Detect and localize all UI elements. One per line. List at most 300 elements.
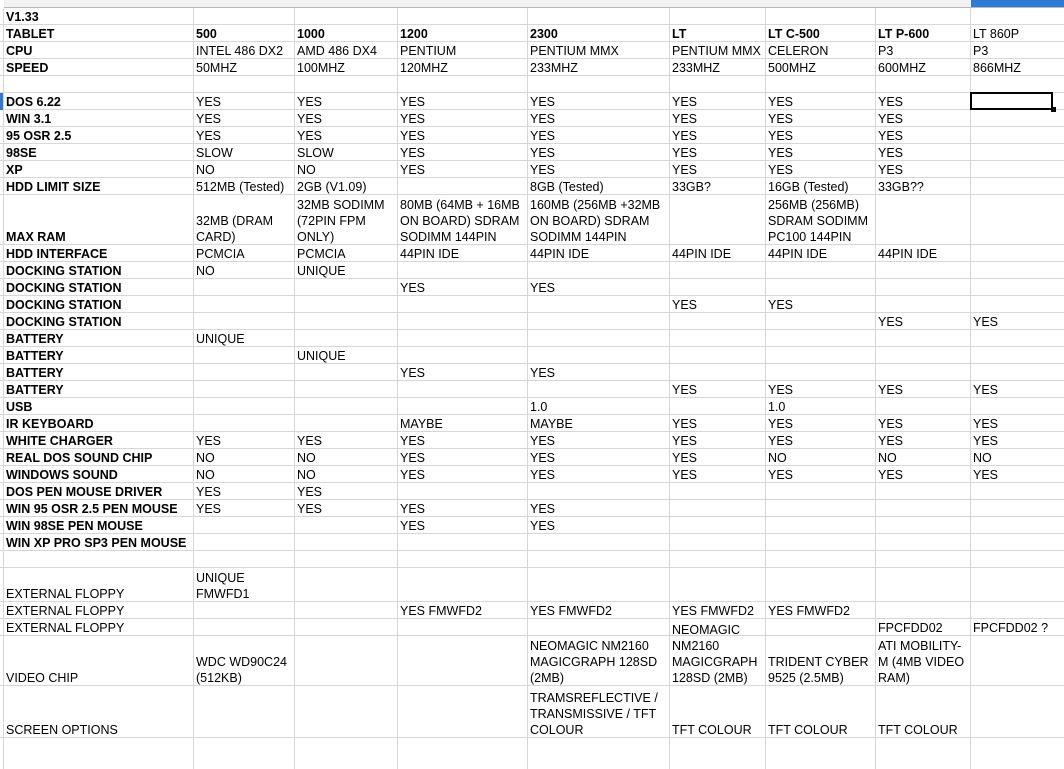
data-cell[interactable] — [971, 161, 1064, 178]
data-cell[interactable]: YES — [400, 468, 426, 482]
data-cell[interactable]: YES — [672, 298, 698, 312]
data-cell[interactable]: YES — [400, 112, 426, 126]
data-cell[interactable]: CELERON — [768, 44, 829, 58]
data-cell[interactable]: YES FMWFD2 — [672, 604, 754, 618]
row-label-cell[interactable]: DOCKING STATION — [6, 315, 122, 329]
data-cell[interactable]: YES — [768, 417, 794, 431]
data-cell[interactable] — [971, 602, 1064, 619]
data-cell[interactable]: YES — [768, 468, 794, 482]
data-cell[interactable] — [528, 568, 670, 602]
column-header[interactable] — [194, 0, 295, 8]
row-label-cell[interactable]: REAL DOS SOUND CHIP — [6, 451, 153, 465]
data-cell[interactable] — [528, 381, 670, 398]
data-cell[interactable] — [670, 364, 766, 381]
data-cell[interactable] — [295, 415, 398, 432]
data-cell[interactable] — [528, 551, 670, 568]
data-cell[interactable] — [528, 347, 670, 364]
data-cell[interactable] — [295, 8, 398, 25]
data-cell[interactable]: YES — [196, 129, 222, 143]
data-cell[interactable]: 32MB (DRAM CARD) — [196, 214, 274, 244]
data-cell[interactable] — [194, 279, 295, 296]
data-cell[interactable]: LT C-500 — [768, 27, 820, 41]
data-cell[interactable]: PENTIUM MMX — [530, 44, 619, 58]
data-cell[interactable] — [971, 245, 1064, 262]
data-cell[interactable] — [194, 551, 295, 568]
data-cell[interactable] — [194, 313, 295, 330]
data-cell[interactable]: YES — [672, 434, 698, 448]
data-cell[interactable] — [766, 262, 876, 279]
data-cell[interactable] — [876, 398, 971, 415]
data-cell[interactable] — [295, 313, 398, 330]
row-label-cell[interactable]: BATTERY — [6, 332, 64, 346]
data-cell[interactable]: FPCFDD02 ? — [973, 621, 1049, 635]
data-cell[interactable]: YES — [530, 502, 556, 516]
data-cell[interactable] — [670, 330, 766, 347]
data-cell[interactable] — [876, 534, 971, 551]
data-cell[interactable]: YES — [672, 146, 698, 160]
data-cell[interactable] — [876, 568, 971, 602]
row-label-cell[interactable]: DOCKING STATION — [6, 281, 122, 295]
data-cell[interactable] — [971, 686, 1064, 738]
data-cell[interactable]: YES — [672, 95, 698, 109]
data-cell[interactable] — [766, 551, 876, 568]
data-cell[interactable] — [766, 76, 876, 93]
data-cell[interactable]: 1.0 — [768, 400, 786, 414]
data-cell[interactable]: YES — [878, 163, 904, 177]
data-cell[interactable] — [398, 262, 528, 279]
data-cell[interactable]: YES — [196, 95, 222, 109]
data-cell[interactable] — [670, 483, 766, 500]
data-cell[interactable] — [971, 364, 1064, 381]
data-cell[interactable] — [670, 313, 766, 330]
data-cell[interactable] — [398, 619, 528, 636]
data-cell[interactable] — [876, 364, 971, 381]
data-cell[interactable]: SLOW — [196, 146, 233, 160]
data-cell[interactable] — [194, 76, 295, 93]
data-cell[interactable] — [528, 330, 670, 347]
data-cell[interactable] — [876, 279, 971, 296]
row-label-cell[interactable]: WINDOWS SOUND — [6, 468, 118, 482]
data-cell[interactable] — [194, 347, 295, 364]
data-cell[interactable] — [194, 534, 295, 551]
data-cell[interactable]: YES — [530, 366, 556, 380]
data-cell[interactable] — [766, 313, 876, 330]
data-cell[interactable]: YES — [973, 434, 999, 448]
data-cell[interactable]: YES — [768, 146, 794, 160]
data-cell[interactable]: UNIQUE — [196, 332, 245, 346]
data-cell[interactable] — [670, 534, 766, 551]
data-cell[interactable] — [876, 517, 971, 534]
data-cell[interactable]: YES — [400, 366, 426, 380]
data-cell[interactable] — [971, 483, 1064, 500]
data-cell[interactable]: 600MHZ — [878, 61, 926, 75]
row-label-cell[interactable]: VIDEO CHIP — [6, 671, 79, 685]
data-cell[interactable] — [398, 330, 528, 347]
data-cell[interactable]: NO — [196, 451, 215, 465]
data-cell[interactable]: YES — [400, 129, 426, 143]
data-cell[interactable] — [670, 517, 766, 534]
row-label-cell[interactable]: USB — [6, 400, 33, 414]
data-cell[interactable] — [528, 262, 670, 279]
data-cell[interactable]: 233MHZ — [672, 61, 720, 75]
data-cell[interactable]: NO — [878, 451, 897, 465]
data-cell[interactable]: 1000 — [297, 27, 325, 41]
data-cell[interactable]: YES — [530, 146, 556, 160]
data-cell[interactable]: YES — [768, 163, 794, 177]
row-label-cell[interactable]: V1.33 — [6, 10, 39, 24]
column-header[interactable] — [766, 0, 876, 8]
data-cell[interactable]: NO — [768, 451, 787, 465]
column-header[interactable] — [295, 0, 398, 8]
data-cell[interactable]: LT — [672, 27, 687, 41]
data-cell[interactable]: TRIDENT CYBER 9525 (2.5MB) — [768, 655, 869, 685]
row-label-cell[interactable]: SPEED — [6, 61, 49, 75]
data-cell[interactable] — [295, 686, 398, 738]
data-cell[interactable]: YES — [768, 434, 794, 448]
data-cell[interactable]: NO — [196, 163, 215, 177]
data-cell[interactable] — [670, 347, 766, 364]
data-cell[interactable]: YES — [878, 112, 904, 126]
data-cell[interactable] — [295, 279, 398, 296]
data-cell[interactable]: 233MHZ — [530, 61, 578, 75]
data-cell[interactable] — [876, 262, 971, 279]
data-cell[interactable] — [766, 8, 876, 25]
data-cell[interactable]: UNIQUE FMWFD1 — [196, 571, 250, 601]
data-cell[interactable]: YES — [530, 112, 556, 126]
data-cell[interactable]: NO — [196, 264, 215, 278]
row-label-cell[interactable]: WIN XP PRO SP3 PEN MOUSE — [6, 536, 187, 550]
data-cell[interactable] — [670, 8, 766, 25]
data-cell[interactable] — [398, 381, 528, 398]
data-cell[interactable] — [194, 296, 295, 313]
data-cell[interactable]: 44PIN IDE — [672, 247, 732, 261]
data-cell[interactable]: YES — [768, 112, 794, 126]
data-cell[interactable]: YES — [973, 468, 999, 482]
data-cell[interactable] — [971, 517, 1064, 534]
data-cell[interactable] — [398, 568, 528, 602]
data-cell[interactable] — [398, 178, 528, 195]
data-cell[interactable]: LT 860P — [973, 27, 1020, 41]
data-cell[interactable] — [971, 500, 1064, 517]
data-cell[interactable] — [971, 398, 1064, 415]
data-cell[interactable]: YES — [878, 434, 904, 448]
row-label-cell[interactable]: DOS 6.22 — [6, 95, 61, 109]
data-cell[interactable] — [876, 76, 971, 93]
data-cell[interactable]: YES — [530, 95, 556, 109]
data-cell[interactable] — [194, 364, 295, 381]
data-cell[interactable]: P3 — [878, 44, 894, 58]
data-cell[interactable]: 120MHZ — [400, 61, 448, 75]
data-cell[interactable]: 866MHZ — [973, 61, 1021, 75]
column-header[interactable] — [528, 0, 670, 8]
data-cell[interactable]: TFT COLOUR — [672, 723, 752, 737]
data-cell[interactable]: 2GB (V1.09) — [297, 180, 367, 194]
row-label-cell[interactable]: XP — [6, 163, 23, 177]
data-cell[interactable] — [398, 347, 528, 364]
row-label-cell[interactable]: WIN 98SE PEN MOUSE — [6, 519, 143, 533]
data-cell[interactable] — [766, 568, 876, 602]
data-cell[interactable] — [398, 551, 528, 568]
data-cell[interactable]: UNIQUE — [297, 264, 346, 278]
data-cell[interactable] — [766, 619, 876, 636]
data-cell[interactable]: YES — [973, 417, 999, 431]
data-cell[interactable] — [876, 330, 971, 347]
data-cell[interactable]: YES FMWFD2 — [530, 604, 612, 618]
row-label-cell[interactable]: 95 OSR 2.5 — [6, 129, 72, 143]
data-cell[interactable] — [398, 398, 528, 415]
data-cell[interactable]: YES — [672, 129, 698, 143]
data-cell[interactable]: MAYBE — [400, 417, 443, 431]
data-cell[interactable] — [295, 619, 398, 636]
data-cell[interactable]: YES — [196, 112, 222, 126]
data-cell[interactable]: 2300 — [530, 27, 558, 41]
data-cell[interactable]: YES — [530, 434, 556, 448]
data-cell[interactable] — [194, 398, 295, 415]
data-cell[interactable] — [876, 551, 971, 568]
data-cell[interactable]: 32MB SODIMM (72PIN FPM ONLY) — [297, 198, 385, 244]
data-cell[interactable]: 33GB? — [672, 180, 711, 194]
data-cell[interactable] — [971, 76, 1064, 93]
data-cell[interactable] — [971, 636, 1064, 686]
row-label-cell[interactable]: BATTERY — [6, 349, 64, 363]
data-cell[interactable]: YES — [768, 383, 794, 397]
data-cell[interactable] — [398, 686, 528, 738]
data-cell[interactable] — [971, 8, 1064, 25]
data-cell[interactable] — [670, 500, 766, 517]
data-cell[interactable]: YES — [297, 95, 323, 109]
data-cell[interactable]: 8GB (Tested) — [530, 180, 604, 194]
data-cell[interactable]: 100MHZ — [297, 61, 345, 75]
data-cell[interactable] — [295, 296, 398, 313]
column-header[interactable] — [670, 0, 766, 8]
data-cell[interactable]: YES — [672, 451, 698, 465]
row-label-cell[interactable]: TABLET — [6, 27, 55, 41]
data-cell[interactable]: YES — [878, 95, 904, 109]
data-cell[interactable]: LT P-600 — [878, 27, 930, 41]
data-cell[interactable] — [398, 8, 528, 25]
data-cell[interactable] — [876, 602, 971, 619]
row-label-cell[interactable]: EXTERNAL FLOPPY — [6, 621, 125, 635]
data-cell[interactable] — [876, 195, 971, 245]
data-cell[interactable] — [295, 364, 398, 381]
data-cell[interactable]: YES — [878, 468, 904, 482]
data-cell[interactable]: YES — [297, 434, 323, 448]
data-cell[interactable]: YES — [672, 112, 698, 126]
data-cell[interactable]: YES — [878, 129, 904, 143]
data-cell[interactable]: YES — [530, 129, 556, 143]
data-cell[interactable] — [670, 551, 766, 568]
data-cell[interactable] — [295, 517, 398, 534]
data-cell[interactable] — [766, 364, 876, 381]
data-cell[interactable]: NO — [297, 468, 316, 482]
data-cell[interactable] — [194, 686, 295, 738]
data-cell[interactable] — [971, 195, 1064, 245]
column-header[interactable] — [971, 0, 1064, 8]
row-label-cell[interactable]: WHITE CHARGER — [6, 434, 113, 448]
data-cell[interactable]: 1200 — [400, 27, 428, 41]
data-cell[interactable] — [398, 636, 528, 686]
data-cell[interactable] — [876, 8, 971, 25]
data-cell[interactable] — [971, 330, 1064, 347]
data-cell[interactable] — [766, 347, 876, 364]
data-cell[interactable] — [971, 279, 1064, 296]
data-cell[interactable]: YES — [297, 129, 323, 143]
data-cell[interactable] — [971, 262, 1064, 279]
data-cell[interactable]: FPCFDD02 — [878, 621, 943, 635]
data-cell[interactable] — [971, 110, 1064, 127]
data-cell[interactable]: YES FMWFD2 — [400, 604, 482, 618]
row-label-cell[interactable]: MAX RAM — [6, 230, 66, 244]
data-cell[interactable]: YES — [297, 485, 323, 499]
data-cell[interactable] — [766, 330, 876, 347]
data-cell[interactable] — [670, 262, 766, 279]
data-cell[interactable] — [194, 517, 295, 534]
data-cell[interactable]: NEOMAGIC NM2160 MAGICGRAPH 128SD (2MB) — [530, 639, 658, 685]
data-cell[interactable]: YES — [400, 434, 426, 448]
data-cell[interactable]: 160MB (256MB +32MB ON BOARD) SDRAM SODIMM 144PIN — [530, 198, 661, 244]
data-cell[interactable]: PCMCIA — [297, 247, 346, 261]
data-cell[interactable]: YES — [973, 383, 999, 397]
data-cell[interactable] — [295, 534, 398, 551]
column-header[interactable] — [4, 0, 194, 8]
data-cell[interactable]: SLOW — [297, 146, 334, 160]
data-cell[interactable]: YES — [878, 417, 904, 431]
data-cell[interactable]: YES — [768, 298, 794, 312]
data-cell[interactable]: YES — [530, 163, 556, 177]
data-cell[interactable] — [766, 500, 876, 517]
fill-handle[interactable] — [1051, 107, 1056, 112]
data-cell[interactable]: YES — [878, 315, 904, 329]
data-cell[interactable] — [670, 76, 766, 93]
data-cell[interactable] — [670, 195, 766, 245]
data-cell[interactable] — [971, 551, 1064, 568]
data-cell[interactable]: TFT COLOUR — [878, 723, 958, 737]
row-label-cell[interactable] — [4, 76, 194, 93]
data-cell[interactable] — [971, 296, 1064, 313]
row-label-cell[interactable]: WIN 95 OSR 2.5 PEN MOUSE — [6, 502, 178, 516]
data-cell[interactable] — [528, 483, 670, 500]
active-cell-selection[interactable] — [970, 92, 1053, 110]
data-cell[interactable] — [971, 347, 1064, 364]
data-cell[interactable] — [295, 76, 398, 93]
data-cell[interactable]: YES — [672, 163, 698, 177]
data-cell[interactable] — [766, 534, 876, 551]
data-cell[interactable]: PENTIUM MMX — [672, 44, 761, 58]
data-cell[interactable] — [295, 381, 398, 398]
data-cell[interactable]: YES — [530, 451, 556, 465]
row-label-cell[interactable]: CPU — [6, 44, 33, 58]
data-cell[interactable]: YES — [672, 468, 698, 482]
data-cell[interactable] — [876, 296, 971, 313]
data-cell[interactable] — [398, 313, 528, 330]
data-cell[interactable]: YES — [400, 163, 426, 177]
data-cell[interactable]: 80MB (64MB + 16MB ON BOARD) SDRAM SODIMM 144PIN — [400, 198, 520, 244]
data-cell[interactable]: MAYBE — [530, 417, 573, 431]
data-cell[interactable] — [295, 330, 398, 347]
data-cell[interactable]: YES — [400, 502, 426, 516]
data-cell[interactable] — [670, 398, 766, 415]
data-cell[interactable] — [766, 483, 876, 500]
data-cell[interactable]: YES — [878, 383, 904, 397]
data-cell[interactable] — [194, 8, 295, 25]
data-cell[interactable] — [876, 347, 971, 364]
data-cell[interactable] — [194, 415, 295, 432]
data-cell[interactable]: YES — [530, 519, 556, 533]
data-cell[interactable]: 33GB?? — [878, 180, 924, 194]
data-cell[interactable]: YES — [400, 519, 426, 533]
data-cell[interactable]: YES — [530, 281, 556, 295]
data-cell[interactable]: 500MHZ — [768, 61, 816, 75]
data-cell[interactable]: YES — [530, 468, 556, 482]
data-cell[interactable] — [528, 296, 670, 313]
data-cell[interactable] — [295, 602, 398, 619]
row-label-cell[interactable]: HDD INTERFACE — [6, 247, 108, 261]
data-cell[interactable] — [528, 619, 670, 636]
data-cell[interactable]: WDC WD90C24 (512KB) — [196, 655, 287, 685]
data-cell[interactable] — [971, 534, 1064, 551]
data-cell[interactable]: 44PIN IDE — [400, 247, 460, 261]
row-label-cell[interactable]: WIN 3.1 — [6, 112, 52, 126]
data-cell[interactable] — [528, 313, 670, 330]
data-cell[interactable]: ATI MOBILITY- M (4MB VIDEO RAM) — [878, 639, 965, 685]
data-cell[interactable]: 512MB (Tested) — [196, 180, 285, 194]
data-cell[interactable]: YES — [672, 383, 698, 397]
data-cell[interactable] — [876, 483, 971, 500]
data-cell[interactable] — [766, 517, 876, 534]
data-cell[interactable]: YES — [400, 95, 426, 109]
data-cell[interactable]: YES — [768, 95, 794, 109]
data-cell[interactable]: YES — [400, 451, 426, 465]
data-cell[interactable] — [971, 144, 1064, 161]
data-cell[interactable]: YES — [196, 485, 222, 499]
column-header[interactable] — [398, 0, 528, 8]
row-label-cell[interactable]: SCREEN OPTIONS — [6, 723, 118, 737]
data-cell[interactable] — [398, 483, 528, 500]
data-cell[interactable] — [398, 76, 528, 93]
data-cell[interactable]: YES — [878, 146, 904, 160]
data-cell[interactable] — [295, 551, 398, 568]
data-cell[interactable]: AMD 486 DX4 — [297, 44, 377, 58]
data-cell[interactable]: 44PIN IDE — [878, 247, 938, 261]
data-cell[interactable] — [295, 568, 398, 602]
data-cell[interactable]: NO — [297, 451, 316, 465]
data-cell[interactable]: 1.0 — [530, 400, 548, 414]
data-cell[interactable] — [971, 178, 1064, 195]
data-cell[interactable] — [194, 381, 295, 398]
data-cell[interactable]: YES — [768, 129, 794, 143]
data-cell[interactable]: 44PIN IDE — [530, 247, 590, 261]
row-label-cell[interactable]: BATTERY — [6, 383, 64, 397]
data-cell[interactable]: UNIQUE — [297, 349, 346, 363]
data-cell[interactable]: P3 — [973, 44, 989, 58]
row-label-cell[interactable]: HDD LIMIT SIZE — [6, 180, 101, 194]
data-cell[interactable] — [971, 568, 1064, 602]
row-label-cell[interactable]: EXTERNAL FLOPPY — [6, 604, 125, 618]
row-label-cell[interactable]: IR KEYBOARD — [6, 417, 94, 431]
row-label-cell[interactable]: DOCKING STATION — [6, 298, 122, 312]
data-cell[interactable]: YES — [973, 315, 999, 329]
data-cell[interactable] — [670, 279, 766, 296]
data-cell[interactable] — [398, 296, 528, 313]
data-cell[interactable]: YES — [297, 502, 323, 516]
data-cell[interactable]: 16GB (Tested) — [768, 180, 849, 194]
row-label-cell[interactable]: BATTERY — [6, 366, 64, 380]
data-cell[interactable] — [194, 602, 295, 619]
data-cell[interactable] — [528, 8, 670, 25]
data-cell[interactable]: NEOMAGIC NM2160 MAGICGRAPH 128SD (2MB) — [672, 623, 758, 685]
data-cell[interactable]: NO — [297, 163, 316, 177]
data-cell[interactable] — [295, 636, 398, 686]
